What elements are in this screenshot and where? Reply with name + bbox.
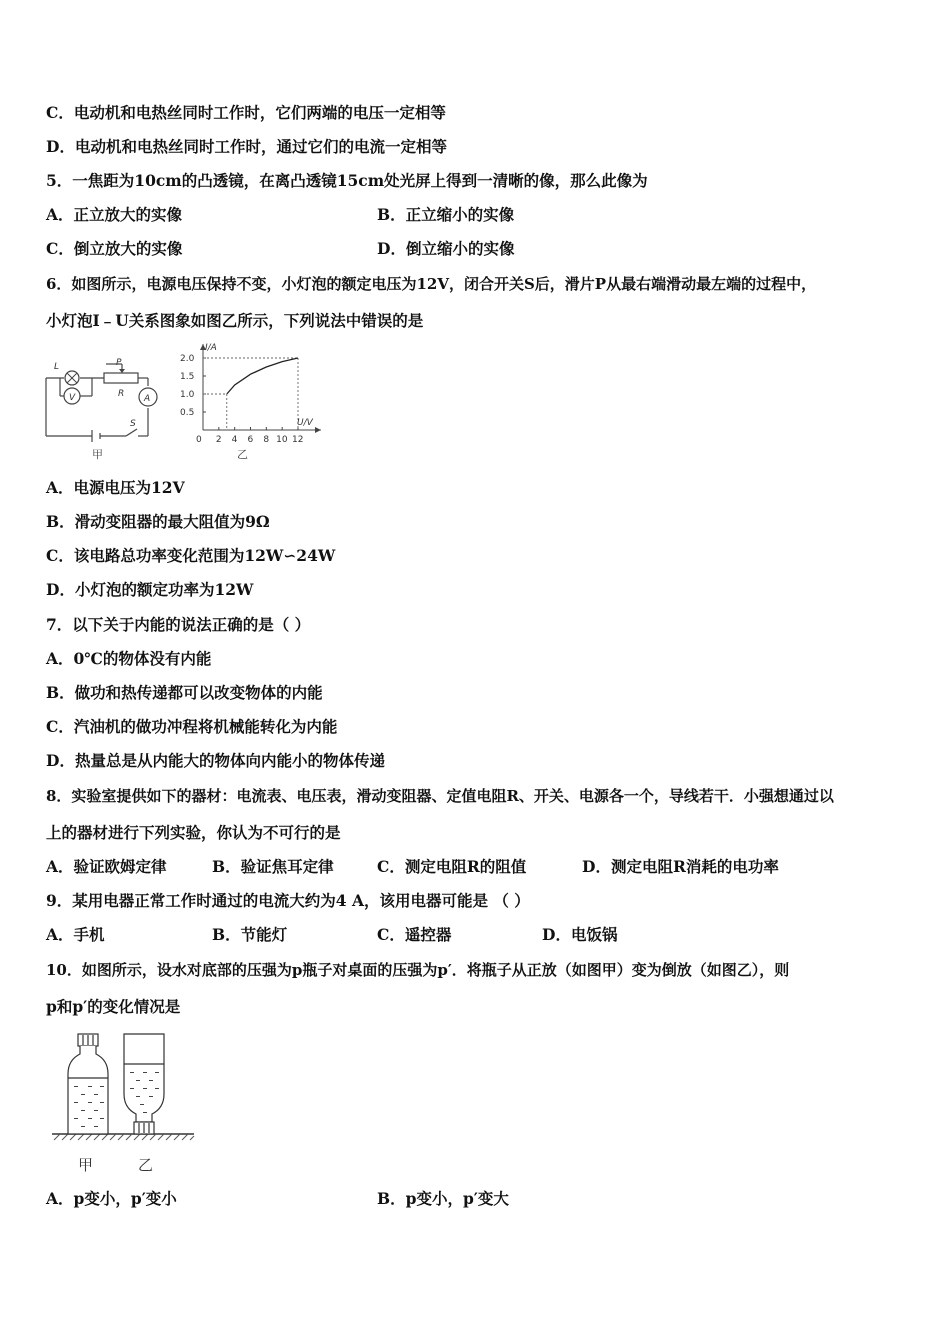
- q6-stem-line2: 小灯泡I﹣U关系图象如图乙所示，下列说法中错误的是: [46, 311, 424, 330]
- x-tick-label: 10: [276, 435, 288, 445]
- q5-option-c: C．倒立放大的实像: [46, 239, 183, 258]
- x-tick-label: 4: [231, 435, 238, 445]
- q7-option-c: C．汽油机的做功冲程将机械能转化为内能: [46, 717, 338, 736]
- q10-bottles-figure: [48, 1030, 198, 1178]
- label-P: P: [116, 358, 122, 368]
- q7-option-b: B．做功和热传递都可以改变物体的内能: [46, 683, 323, 702]
- q8-option-a: A．验证欧姆定律: [46, 857, 167, 876]
- q10-stem-line2: p和p′的变化情况是: [46, 997, 181, 1016]
- bottle-caption-yi: 乙: [138, 1156, 154, 1174]
- y-tick-label: 0.5: [180, 408, 195, 418]
- q10-option-b: B．p变小，p′变大: [377, 1189, 509, 1208]
- figure-caption-jia: 甲: [92, 448, 103, 461]
- q8-stem-line2: 上的器材进行下列实验，你认为不可行的是: [46, 823, 341, 842]
- q6-iu-chart: [175, 338, 325, 466]
- q9-option-d: D．电饭锅: [542, 925, 618, 944]
- q8-stem-line1: 8．实验室提供如下的器材：电流表、电压表，滑动变阻器、定值电阻R、开关、电源各一个，导线若干．小强想通过以: [46, 787, 834, 805]
- q5-option-a: A．正立放大的实像: [46, 205, 183, 224]
- x-tick-label: 2: [215, 435, 222, 445]
- y-tick-label: 1.0: [180, 390, 195, 400]
- x-axis-label: U/V: [297, 418, 313, 428]
- figure-caption-yi: 乙: [237, 448, 248, 461]
- q7-option-a: A．0℃的物体没有内能: [46, 649, 212, 668]
- q5-stem: 5．一焦距为10cm的凸透镜，在离凸透镜15cm处光屏上得到一清晰的像，那么此像为: [46, 171, 648, 190]
- q5-option-b: B．正立缩小的实像: [377, 205, 515, 224]
- y-tick-label: 1.5: [180, 372, 195, 382]
- iu-curve: [227, 358, 298, 394]
- label-A: A: [144, 394, 151, 404]
- x-tick-label: 12: [292, 435, 304, 445]
- bottle-inverted: [124, 1034, 164, 1134]
- bottle-caption-jia: 甲: [78, 1156, 94, 1174]
- q6-stem-line1: 6．如图所示，电源电压保持不变，小灯泡的额定电压为12V，闭合开关S后，滑片P从最右端滑动最左端的过程中，: [46, 275, 817, 293]
- q6-option-d: D．小灯泡的额定功率为12W: [46, 580, 254, 599]
- origin-label: 0: [196, 435, 202, 445]
- q7-stem: 7．以下关于内能的说法正确的是（ ）: [46, 615, 311, 634]
- x-tick-label: 8: [263, 435, 270, 445]
- q6-circuit-figure: [40, 356, 170, 464]
- q8-option-c: C．测定电阻R的阻值: [377, 857, 527, 876]
- label-V: V: [69, 393, 76, 403]
- y-axis-label: I/A: [205, 343, 217, 353]
- label-L: L: [54, 362, 60, 372]
- q8-option-b: B．验证焦耳定律: [212, 857, 334, 876]
- q6-option-b: B．滑动变阻器的最大阻值为9Ω: [46, 512, 270, 531]
- label-S: S: [130, 419, 136, 429]
- q9-option-a: A．手机: [46, 925, 105, 944]
- q10-stem-line1: 10．如图所示，设水对底部的压强为p瓶子对桌面的压强为p′．将瓶子从正放（如图甲）变为倒放（如图乙），则: [46, 961, 790, 979]
- y-tick-label: 2.0: [180, 354, 195, 364]
- x-tick-label: 6: [247, 435, 254, 445]
- q10-option-a: A．p变小，p′变小: [46, 1189, 177, 1208]
- q4-option-d: D．电动机和电热丝同时工作时，通过它们的电流一定相等: [46, 137, 447, 156]
- q9-option-c: C．遥控器: [377, 925, 452, 944]
- label-R: R: [118, 389, 125, 399]
- q9-option-b: B．节能灯: [212, 925, 288, 944]
- q6-option-c: C．该电路总功率变化范围为12W∽24W: [46, 546, 336, 565]
- q7-option-d: D．热量总是从内能大的物体向内能小的物体传递: [46, 751, 385, 770]
- q6-option-a: A．电源电压为12V: [46, 478, 185, 497]
- q4-option-c: C．电动机和电热丝同时工作时，它们两端的电压一定相等: [46, 103, 446, 122]
- q8-option-d: D．测定电阻R消耗的电功率: [582, 857, 779, 876]
- q5-option-d: D．倒立缩小的实像: [377, 239, 515, 258]
- q9-stem: 9．某用电器正常工作时通过的电流大约为4 A，该用电器可能是 （ ）: [46, 891, 530, 910]
